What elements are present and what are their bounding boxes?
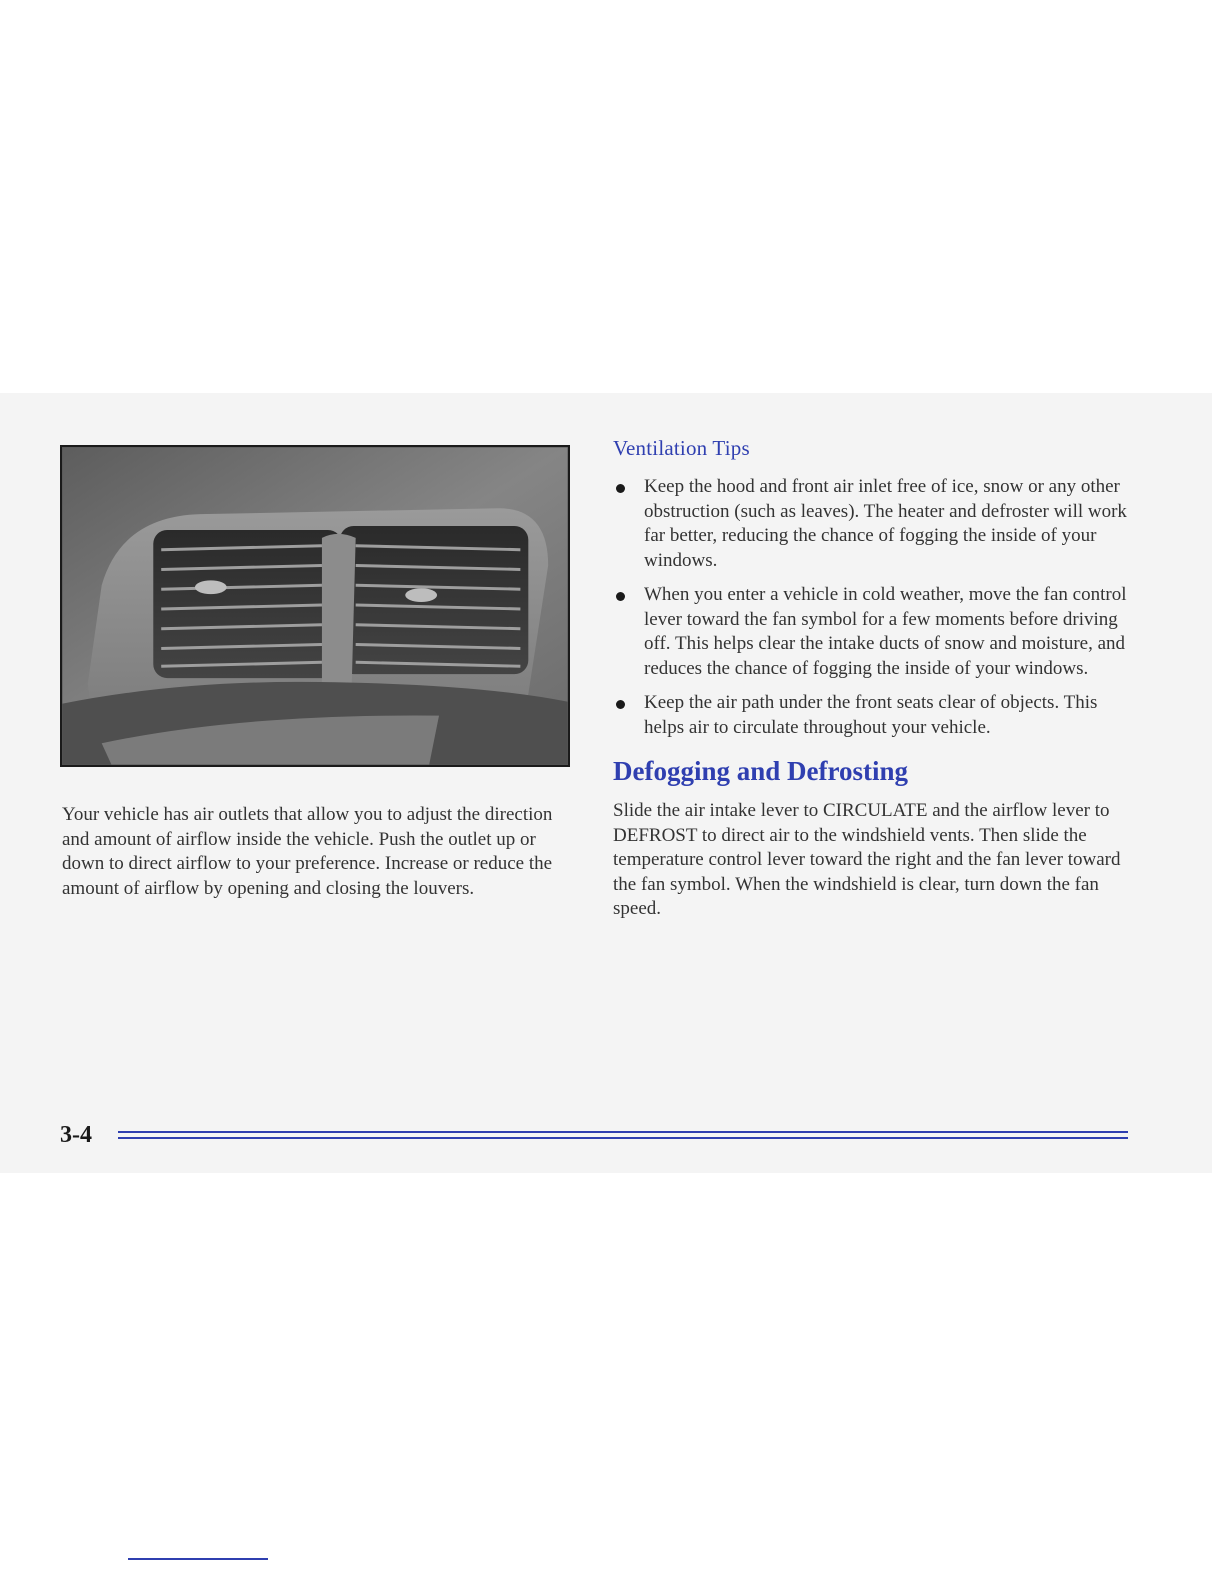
air-vent-photo — [60, 445, 570, 767]
list-item — [613, 691, 1128, 740]
ventilation-tips-list — [613, 475, 1128, 740]
bullet-icon — [616, 592, 625, 601]
page-number: 3-4 — [60, 1122, 92, 1148]
right-column — [613, 436, 1128, 922]
air-vent-illustration — [62, 447, 568, 765]
footer-rule — [118, 1131, 1128, 1139]
tip-text: When you enter a vehicle in cold weather, move the fan control lever toward the fan symbol for a few moments before driving off. This helps clear the intake ducts of snow and moisture, and reduces the chance of fogging the inside of your windows. — [644, 584, 1127, 679]
tip-text: Keep the air path under the front seats clear of objects. This helps air to circulate throughout your vehicle. — [644, 692, 1098, 738]
bullet-icon — [616, 484, 625, 493]
vent-description: Your vehicle has air outlets that allow you to adjust the direction and amount of airflow inside the vehicle. Push the outlet up or down to direct airflow to your preference. Increase or reduce the amount of airflow by opening and closing the louvers. — [62, 804, 553, 899]
footer-rule-line — [118, 1137, 1128, 1139]
ventilation-tips-heading: Ventilation Tips — [613, 436, 750, 460]
list-item — [613, 475, 1128, 573]
defogging-heading: Defogging and Defrosting — [613, 756, 909, 786]
tip-text: Keep the hood and front air inlet free of ice, snow or any other obstruction (such as leaves). The heater and defroster will work far better, reducing the chance of fogging the inside of your windows. — [644, 476, 1127, 571]
bottom-mark-line — [128, 1558, 268, 1560]
footer-rule-line — [118, 1131, 1128, 1133]
list-item — [613, 583, 1128, 681]
defogging-body: Slide the air intake lever to CIRCULATE and the airflow lever to DEFROST to direct air to the windshield vents. Then slide the temperature control lever toward the right and the fan lever toward the fan symbol. When the windshield is clear, turn down the fan speed. — [613, 800, 1121, 919]
bullet-icon — [616, 700, 625, 709]
